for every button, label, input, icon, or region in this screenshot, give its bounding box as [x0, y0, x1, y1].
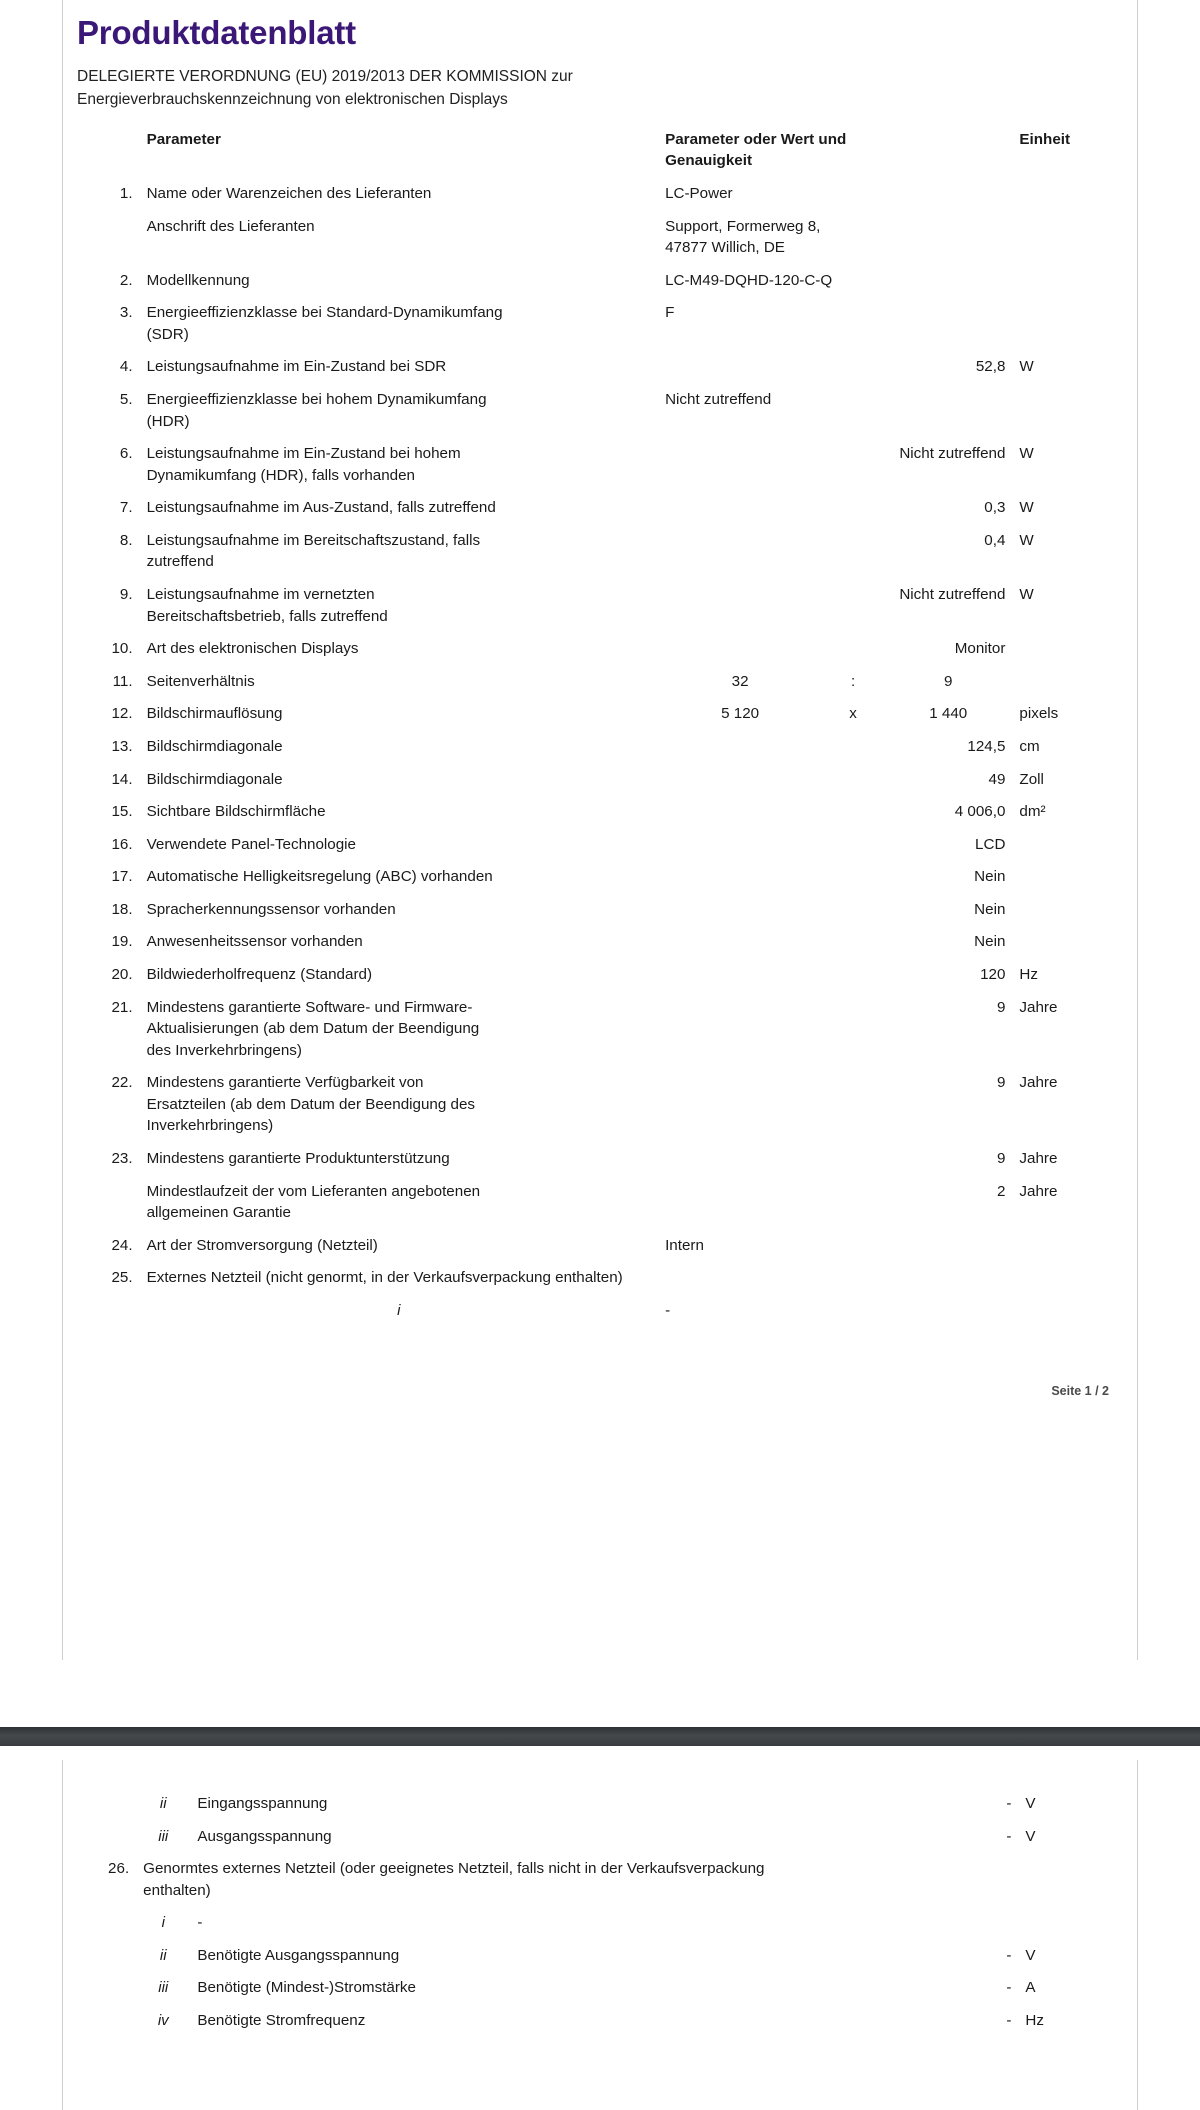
- row-value: -: [1006, 1827, 1012, 1845]
- table-row: [73, 1176, 1129, 1230]
- row-value: -: [1006, 1795, 1012, 1812]
- row-parameter: Verwendete Panel-Technologie: [146, 835, 356, 853]
- row-number: 2.: [119, 271, 133, 289]
- table-row: [73, 579, 1129, 633]
- row-value: 2: [996, 1182, 1006, 1200]
- row-roman-numeral: ii: [159, 1946, 167, 1964]
- row-parameter: Spracherkennungssensor vorhanden: [146, 900, 396, 918]
- row-value: 0,4: [984, 531, 1006, 549]
- row-number: 11.: [112, 672, 133, 690]
- row-parameter: Automatische Helligkeitsregelung (ABC) vorhanden: [146, 868, 493, 886]
- subtitle-line-1: DELEGIERTE VERORDNUNG (EU) 2019/2013 DER KOMMISSION zur: [77, 67, 573, 85]
- row-number: [73, 1295, 140, 1328]
- row-value-separator: x: [849, 705, 857, 723]
- table-row: [73, 959, 1129, 992]
- table-row: [73, 926, 1129, 959]
- row-unit: W: [1019, 586, 1034, 604]
- table-row: [73, 492, 1129, 525]
- row-roman-numeral: i: [397, 1301, 401, 1319]
- row-parameter-line-2: Aktualisierungen (ab dem Datum der Beendigung: [146, 1020, 480, 1038]
- table-subrow: [73, 1972, 1129, 2005]
- row-number: [73, 1940, 136, 1973]
- row-parameter-line-1: Leistungsaufnahme im Ein-Zustand bei hohem: [146, 445, 461, 463]
- row-value: 9: [996, 998, 1006, 1016]
- table-row: [73, 698, 1129, 731]
- row-value: 0,3: [984, 499, 1006, 517]
- row-value: Nein: [974, 933, 1006, 951]
- row-unit: [1012, 297, 1129, 351]
- row-parameter: Mindestens garantierte Produktunterstützung: [146, 1150, 450, 1168]
- row-number: 26.: [108, 1860, 130, 1878]
- row-value: Nicht zutreffend: [665, 391, 772, 409]
- row-parameter: -: [665, 1301, 671, 1319]
- table-row: [73, 1230, 1129, 1263]
- header-parameter-cell: Parameter: [146, 130, 221, 148]
- row-roman-numeral: iii: [158, 1979, 169, 1997]
- table-subrow: [73, 1295, 1129, 1328]
- row-parameter-line-2: Dynamikumfang (HDR), falls vorhanden: [146, 466, 416, 484]
- row-parameter: Anschrift des Lieferanten: [146, 217, 315, 235]
- row-unit: A: [1025, 1979, 1036, 1997]
- row-number: 4.: [119, 358, 133, 376]
- row-value-part-b: 1 440: [929, 705, 968, 723]
- row-unit: [1012, 666, 1129, 699]
- row-parameter-line-1: Mindestens garantierte Software- und Firmware-: [146, 998, 473, 1016]
- row-unit: V: [1025, 1827, 1036, 1845]
- row-parameter-line-2: (HDR): [146, 412, 190, 430]
- row-value: Intern: [665, 1236, 704, 1254]
- row-parameter: [140, 1067, 658, 1143]
- row-unit: [1018, 1907, 1129, 1940]
- row-number: 1.: [119, 184, 133, 202]
- row-value: 120: [980, 966, 1006, 983]
- row-value-part-b: 9: [943, 672, 953, 690]
- row-parameter: Leistungsaufnahme im Aus-Zustand, falls zutreffend: [146, 499, 496, 517]
- row-parameter: Anwesenheitssensor vorhanden: [146, 933, 363, 951]
- row-number: [73, 1821, 136, 1854]
- row-value-line-2: 47877 Willich, DE: [665, 239, 785, 257]
- product-data-table-continued: [73, 1788, 1129, 2038]
- row-unit: [1012, 894, 1129, 927]
- page-break-separator: [0, 1727, 1200, 1746]
- row-unit: V: [1025, 1795, 1036, 1812]
- page-gap-top: [0, 1660, 1200, 1727]
- row-parameter: Benötigte (Mindest-)Stromstärke: [197, 1979, 416, 1997]
- row-unit: [1012, 178, 1129, 211]
- row-value: -: [1006, 1946, 1012, 1964]
- row-parameter: Seitenverhältnis: [146, 672, 255, 690]
- row-number: 23.: [111, 1150, 133, 1168]
- row-unit: Hz: [1025, 2012, 1044, 2030]
- row-unit: [1012, 829, 1129, 862]
- row-value: F: [665, 304, 675, 322]
- row-parameter-line-1: Energieeffizienzklasse bei hohem Dynamikumfang: [146, 391, 487, 409]
- row-parameter-line-1: Mindestlaufzeit der vom Lieferanten angebotenen: [146, 1182, 481, 1200]
- row-value: 124,5: [967, 737, 1006, 755]
- header-value-line-1: Parameter oder Wert und: [665, 130, 847, 148]
- table-row: [73, 731, 1129, 764]
- row-value: [658, 211, 1012, 265]
- row-unit: Hz: [1019, 966, 1038, 983]
- row-parameter: [140, 992, 658, 1068]
- page-footer-label: Seite 1 / 2: [1051, 1383, 1109, 1398]
- product-data-table: [73, 124, 1129, 1328]
- table-row: [73, 265, 1129, 298]
- row-number: 25.: [111, 1269, 133, 1287]
- row-value: 49: [988, 770, 1006, 788]
- row-value-part-a: 5 120: [721, 705, 760, 723]
- row-parameter: [140, 297, 658, 351]
- row-parameter-line-3: des Inverkehrbringens): [146, 1041, 302, 1059]
- row-parameter: -: [197, 1914, 203, 1932]
- row-parameter: Modellkennung: [146, 271, 250, 289]
- row-value-part-a: 32: [731, 672, 749, 690]
- row-value: Nein: [974, 868, 1006, 886]
- row-unit: Jahre: [1019, 1150, 1058, 1168]
- row-number: 8.: [119, 531, 133, 549]
- row-unit: dm²: [1019, 803, 1046, 821]
- table-header-row: [73, 124, 1129, 178]
- row-number: 6.: [119, 445, 133, 463]
- table-row-span: [73, 1853, 1129, 1907]
- row-value: LC-Power: [665, 184, 733, 202]
- table-row-span: [73, 1262, 1129, 1295]
- row-value: Nicht zutreffend: [899, 445, 1006, 463]
- row-parameter: Benötigte Stromfrequenz: [197, 2012, 366, 2030]
- row-number: [73, 1788, 136, 1821]
- row-unit: [1012, 384, 1129, 438]
- table-subrow: [73, 1821, 1129, 1854]
- row-unit: W: [1019, 531, 1034, 549]
- table-row: [73, 829, 1129, 862]
- row-parameter: Art der Stromversorgung (Netzteil): [146, 1236, 378, 1254]
- row-number: 12.: [111, 705, 133, 723]
- row-parameter: Bildschirmdiagonale: [146, 770, 283, 788]
- row-number: 9.: [119, 586, 133, 604]
- row-parameter: Name oder Warenzeichen des Lieferanten: [146, 184, 432, 202]
- table-row: [73, 297, 1129, 351]
- row-parameter: Bildschirmdiagonale: [146, 737, 283, 755]
- row-number: [73, 2005, 136, 2038]
- table-row: [73, 525, 1129, 579]
- row-unit: Jahre: [1019, 1074, 1058, 1092]
- table-row: [73, 1143, 1129, 1176]
- row-parameter-line-1: Energieeffizienzklasse bei Standard-Dynamikumfang: [146, 304, 503, 322]
- row-unit: [1012, 211, 1129, 265]
- row-value: LC-M49-DQHD-120-C-Q: [665, 271, 833, 289]
- row-parameter: Benötigte Ausgangsspannung: [197, 1946, 400, 1964]
- row-parameter-span-line-2: enthalten): [143, 1881, 211, 1899]
- table-row: [73, 633, 1129, 666]
- row-parameter: [140, 525, 658, 579]
- table-subrow: [73, 1907, 1129, 1940]
- row-number: [73, 1972, 136, 2005]
- row-parameter-span: [136, 1853, 1129, 1907]
- table-row: [73, 992, 1129, 1068]
- row-value: Nein: [974, 900, 1006, 918]
- row-unit: [1012, 861, 1129, 894]
- row-parameter: Art des elektronischen Displays: [146, 640, 359, 658]
- row-number: 14.: [111, 770, 133, 788]
- header-unit-cell: Einheit: [1019, 130, 1071, 148]
- regulation-subtitle: [77, 66, 857, 112]
- row-parameter-span-line-1: Genormtes externes Netzteil (oder geeignetes Netzteil, falls nicht in der Verkaufsverpackung: [143, 1860, 765, 1878]
- row-number: [73, 1176, 140, 1230]
- row-number: 10.: [111, 640, 133, 658]
- row-parameter-line-2: allgemeinen Garantie: [146, 1204, 291, 1222]
- row-value: Monitor: [954, 640, 1006, 658]
- row-parameter-line-2: Ersatzteilen (ab dem Datum der Beendigung des: [146, 1095, 476, 1113]
- row-unit: [1012, 265, 1129, 298]
- row-roman-numeral: ii: [159, 1795, 167, 1812]
- row-value: 9: [996, 1074, 1006, 1092]
- row-parameter-line-1: Mindestens garantierte Verfügbarkeit von: [146, 1074, 424, 1092]
- row-roman-numeral: iii: [158, 1827, 169, 1845]
- row-number: 20.: [111, 966, 133, 983]
- row-parameter: Ausgangsspannung: [197, 1827, 332, 1845]
- row-number: [73, 211, 140, 265]
- row-number: 21.: [111, 998, 133, 1016]
- row-unit: Zoll: [1019, 770, 1044, 788]
- row-number: 16.: [111, 835, 133, 853]
- table-row: [73, 384, 1129, 438]
- row-parameter: Bildwiederholfrequenz (Standard): [146, 966, 373, 983]
- row-value: Nicht zutreffend: [899, 586, 1006, 604]
- row-number: 5.: [119, 391, 133, 409]
- table-row: [73, 211, 1129, 265]
- table-row: [73, 666, 1129, 699]
- row-value: 9: [996, 1150, 1006, 1168]
- row-unit: W: [1019, 445, 1034, 463]
- row-value-separator: :: [850, 672, 856, 690]
- row-parameter-line-1: Leistungsaufnahme im vernetzten: [146, 586, 375, 604]
- table-row: [73, 438, 1129, 492]
- row-parameter: [140, 1176, 658, 1230]
- table-subrow: [73, 1940, 1129, 1973]
- row-parameter-span: Externes Netzteil (nicht genormt, in der Verkaufsverpackung enthalten): [146, 1269, 623, 1287]
- row-parameter-line-2: (SDR): [146, 325, 189, 343]
- header-value-line-2: Genauigkeit: [665, 152, 753, 170]
- row-number: 15.: [111, 803, 133, 821]
- row-value: 4 006,0: [954, 803, 1006, 821]
- row-number: 13.: [111, 737, 133, 755]
- table-subrow: [73, 2005, 1129, 2038]
- row-unit: [1012, 926, 1129, 959]
- row-unit: Jahre: [1019, 1182, 1058, 1200]
- row-parameter: Bildschirmauflösung: [146, 705, 283, 723]
- row-unit: [1012, 1230, 1129, 1263]
- row-parameter-line-2: Bereitschaftsbetrieb, falls zutreffend: [146, 607, 388, 625]
- table-row: [73, 861, 1129, 894]
- row-number: 22.: [111, 1074, 133, 1092]
- row-unit: pixels: [1019, 705, 1059, 723]
- row-number: [73, 1907, 136, 1940]
- document-page-2: [62, 1760, 1138, 2110]
- header-value-cell: [658, 124, 1012, 178]
- row-value: -: [1006, 2012, 1012, 2030]
- row-number: 24.: [111, 1236, 133, 1254]
- row-parameter: [140, 384, 658, 438]
- row-roman-numeral: i: [161, 1914, 165, 1932]
- row-parameter: Sichtbare Bildschirmfläche: [146, 803, 326, 821]
- table-row: [73, 764, 1129, 797]
- row-parameter: Eingangsspannung: [197, 1795, 328, 1812]
- row-unit: cm: [1019, 737, 1040, 755]
- row-value: -: [1006, 1979, 1012, 1997]
- table-row: [73, 894, 1129, 927]
- row-number: 17.: [111, 868, 133, 886]
- table-row: [73, 178, 1129, 211]
- table-row: [73, 351, 1129, 384]
- row-unit: [1012, 633, 1129, 666]
- row-unit: [1012, 1295, 1129, 1328]
- row-number: 7.: [119, 499, 133, 517]
- table-row: [73, 1067, 1129, 1143]
- row-value: 52,8: [975, 358, 1006, 376]
- row-unit: W: [1019, 358, 1034, 376]
- page-title: Produktdatenblatt: [77, 14, 356, 51]
- row-parameter: [140, 579, 658, 633]
- row-parameter-line-3: Inverkehrbringens): [146, 1117, 274, 1135]
- row-roman-numeral: iv: [157, 2012, 169, 2030]
- row-unit: Jahre: [1019, 998, 1058, 1016]
- table-row: [73, 796, 1129, 829]
- row-number: 19.: [111, 933, 133, 951]
- row-parameter-line-2: zutreffend: [146, 553, 214, 571]
- row-value-line-1: Support, Formerweg 8,: [665, 217, 821, 235]
- row-number: 18.: [111, 900, 133, 918]
- row-number: 3.: [119, 304, 133, 322]
- table-subrow: [73, 1788, 1129, 1821]
- subtitle-line-2: Energieverbrauchskennzeichnung von elektronischen Displays: [77, 90, 508, 108]
- row-unit: W: [1019, 499, 1034, 517]
- document-page-1: [62, 0, 1138, 1660]
- row-parameter-line-1: Leistungsaufnahme im Bereitschaftszustand, falls: [146, 531, 481, 549]
- header-number-cell: [73, 124, 140, 178]
- row-value: LCD: [975, 835, 1006, 853]
- row-unit: V: [1025, 1946, 1036, 1964]
- row-parameter: Leistungsaufnahme im Ein-Zustand bei SDR: [146, 358, 447, 376]
- row-parameter: [140, 438, 658, 492]
